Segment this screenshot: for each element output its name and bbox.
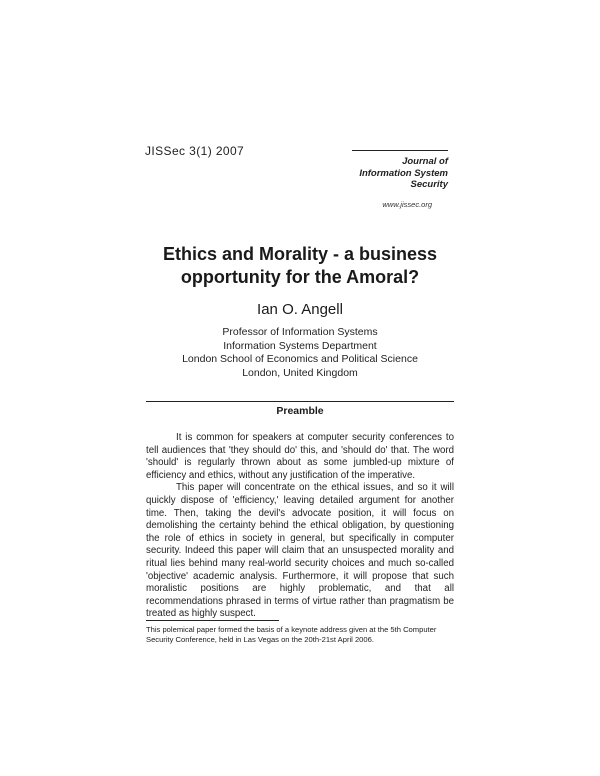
- footnote: This polemical paper formed the basis of a keynote address given at the 5th Computer Security Conference, held in Las Vegas on the 20th-21st April 2006.: [146, 625, 437, 644]
- journal-citation: JISSec 3(1) 2007: [145, 144, 245, 158]
- preamble-paragraph: This paper will concentrate on the ethical issues, and so it will quickly dispose of 'efficiency,' leaving detailed argument for another time. Then, taking the devil's advocate position, it will focus on demolishing the certainty behind the ethical obligation, by questioning the role of ethics in society in general, but specifically in computer security. Indeed this paper will claim that an unsuspected morality and ritual lies behind many real-world security choices and much so-called 'objective' academic analysis. Furthermore, it will propose that such moralistic positions are highly problematic, and that all recommendations phrased in terms of virtue rather than pragmatism be treated as highly suspect.: [146, 482, 454, 620]
- paper-title-line: opportunity for the Amoral?: [180, 267, 420, 287]
- journal-name-line: Security: [410, 179, 448, 190]
- journal-url: www.jissec.org: [382, 200, 432, 209]
- preamble-paragraph: It is common for speakers at computer security conferences to tell audiences that 'they should do' this, and 'should do' that. The word 'should' is regularly thrown about as some jumbled-up mixture of efficiency and ethics, without any justification of the imperative.: [146, 432, 454, 481]
- affiliation-line: Information Systems Department: [223, 339, 377, 352]
- preamble-heading: Preamble: [276, 405, 324, 417]
- preamble-body: [146, 432, 454, 621]
- author-affiliation: [150, 326, 450, 380]
- footnote-divider: [146, 620, 279, 621]
- affiliation-line: London School of Economics and Political Science: [182, 353, 418, 365]
- journal-name: [352, 156, 448, 191]
- author-name: Ian O. Angell: [257, 301, 343, 318]
- preamble-divider: [146, 401, 454, 402]
- affiliation-line: London, United Kingdom: [242, 366, 358, 379]
- paper-title: [140, 243, 460, 289]
- journal-divider: [352, 150, 448, 151]
- journal-name-line: Journal of: [402, 156, 448, 167]
- journal-name-line: Information System: [359, 167, 448, 179]
- paper-title-line: Ethics and Morality - a business: [162, 244, 438, 264]
- affiliation-line: Professor of Information Systems: [222, 326, 378, 338]
